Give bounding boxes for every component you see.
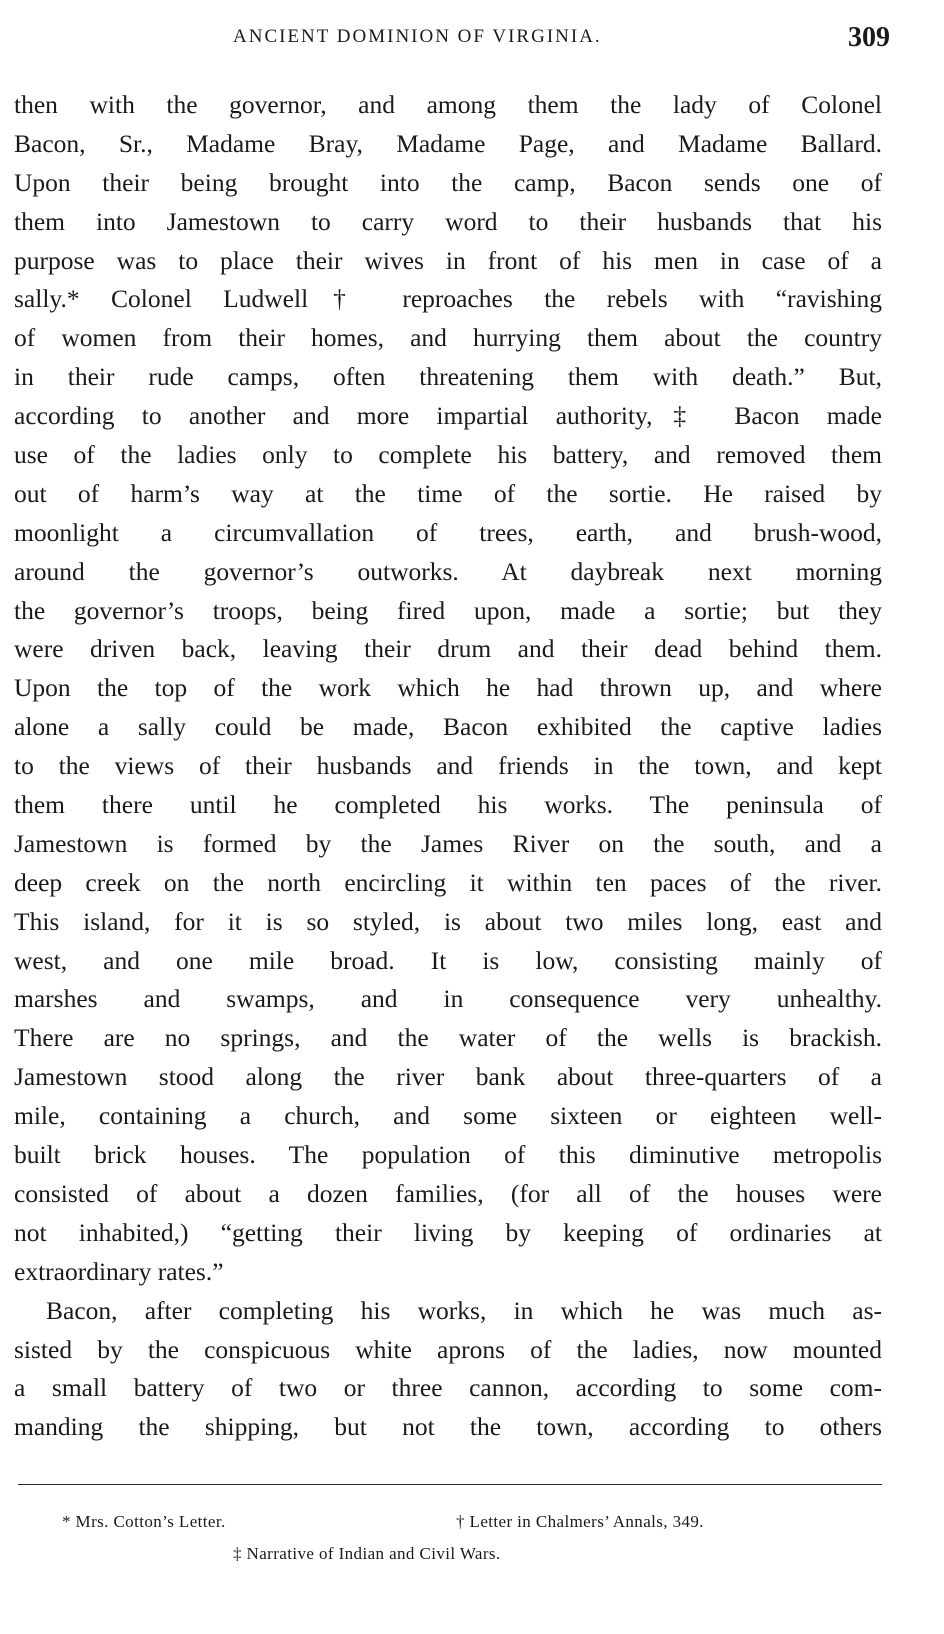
text-line: the governor’s troops, being fired upon, made a sortie; but they [14,595,882,625]
text-line: Jamestown stood along the river bank about three-quarters of a [14,1062,882,1092]
text-line: built brick houses. The population of this diminutive metropolis [14,1140,882,1170]
text-line: in their rude camps, often threatening them with death.” But, [14,362,882,392]
text-line: marshes and swamps, and in consequence very unhealthy. [14,984,882,1014]
text-line: according to another and more impartial authority,‡ Bacon made [14,401,882,431]
text-line: purpose was to place their wives in front of his men in case of a [14,245,882,275]
body-text [14,86,882,1447]
text-line: sisted by the conspicuous white aprons of the ladies, now mounted [14,1334,882,1364]
page-number: 309 [848,22,890,53]
paragraph-start-line: Bacon, after completing his works, in which he was much as- [46,1295,882,1325]
footnote-dagger: † Letter in Chalmers’ Annals, 349. [456,1512,704,1531]
text-line: around the governor’s outworks. At daybreak next morning [14,556,882,586]
running-head: ANCIENT DOMINION OF VIRGINIA. [233,26,602,47]
text-line: deep creek on the north encircling it within ten paces of the river. [14,867,882,897]
text-line: not inhabited,) “getting their living by keeping of ordinaries at [14,1217,882,1247]
text-line: Jamestown is formed by the James River on the south, and a [14,828,882,858]
text-line: then with the governor, and among them the lady of Colonel [14,90,882,119]
text-line: sally.* Colonel Ludwell† reproaches the rebels with “ravishing [14,284,882,314]
text-line: There are no springs, and the water of the wells is brackish. [14,1023,882,1053]
text-line: mile, containing a church, and some sixteen or eighteen well- [14,1101,882,1131]
text-line: alone a sally could be made, Bacon exhibited the captive ladies [14,712,882,742]
text-line: Upon their being brought into the camp, Bacon sends one of [14,167,882,197]
text-line: out of harm’s way at the time of the sortie. He raised by [14,478,882,508]
text-line: of women from their homes, and hurrying them about the country [14,323,882,353]
text-line: them there until he completed his works. The peninsula of [14,790,882,820]
text-line: a small battery of two or three cannon, according to some com- [14,1373,882,1403]
text-line: This island, for it is so styled, is about two miles long, east and [14,906,882,936]
paragraph-end-line: extraordinary rates.” [14,1256,224,1286]
footnote-divider [18,1484,882,1485]
text-line: use of the ladies only to complete his battery, and removed them [14,440,882,470]
text-line: Upon the top of the work which he had thrown up, and where [14,673,882,703]
text-line: moonlight a circumvallation of trees, earth, and brush-wood, [14,517,882,547]
page-header [0,22,944,62]
text-line: to the views of their husbands and friends in the town, and kept [14,751,882,781]
text-line: Bacon, Sr., Madame Bray, Madame Page, and Madame Ballard. [14,128,882,158]
text-line: were driven back, leaving their drum and their dead behind them. [14,634,882,664]
text-line: them into Jamestown to carry word to their husbands that his [14,206,882,236]
text-line: manding the shipping, but not the town, according to others [14,1412,882,1442]
text-line: consisted of about a dozen families, (for all of the houses were [14,1178,882,1208]
footnote-double-dagger: ‡ Narrative of Indian and Civil Wars. [233,1544,501,1563]
footnote-asterisk: * Mrs. Cotton’s Letter. [62,1512,226,1531]
text-line: west, and one mile broad. It is low, consisting mainly of [14,945,882,975]
